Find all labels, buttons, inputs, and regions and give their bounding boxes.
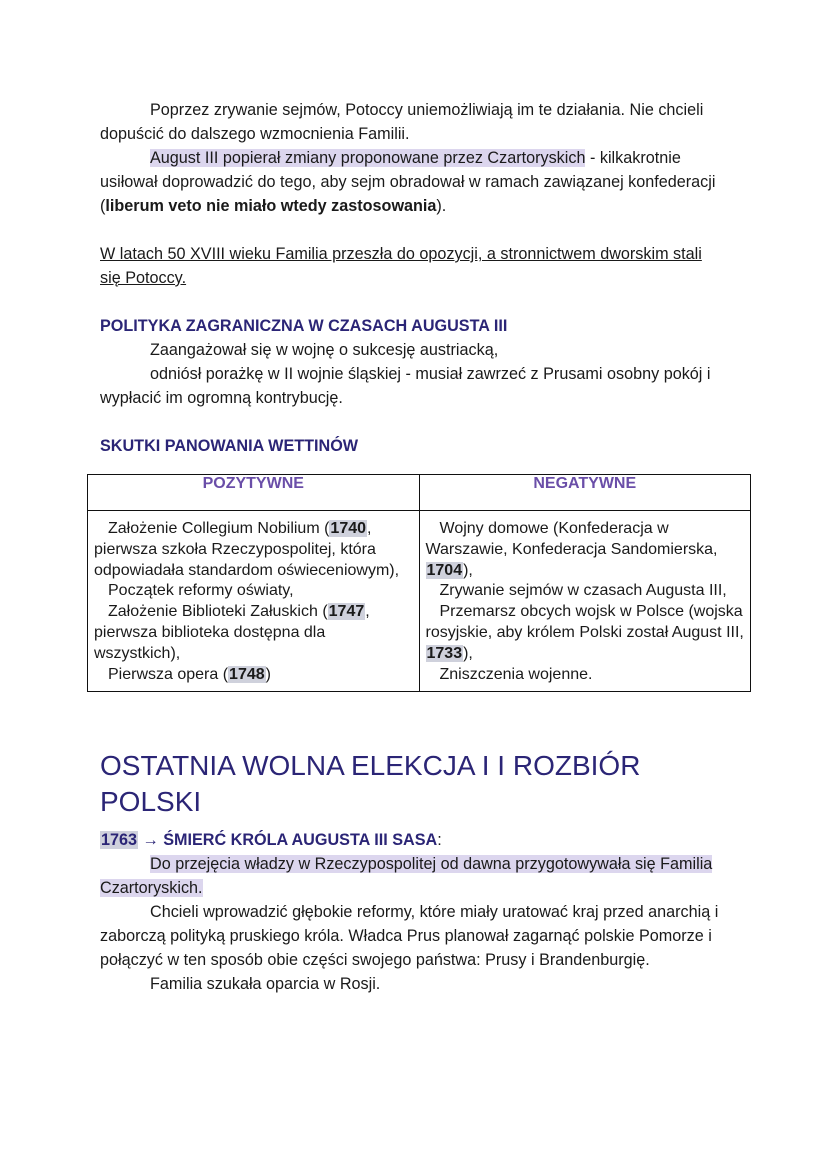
year-badge: 1763: [101, 831, 138, 850]
negative-cell: [419, 511, 751, 692]
positive-cell: [88, 511, 420, 692]
highlighted-text: Do przejęcia władzy w Rzeczypospolitej od dawna przygotowywała się Familia Czartoryskich.: [100, 855, 713, 898]
section-title-last-election: OSTATNIA WOLNA ELEKCJA I I ROZBIÓR POLSKI: [100, 750, 641, 818]
section2-paragraph-1: [100, 852, 725, 900]
section-heading-effects: SKUTKI PANOWANIA WETTINÓW: [100, 437, 359, 455]
negative-item: Przemarsz obcych wojsk w Polsce (wojska rosyjskie, aby królem Polski został August III, 1733),: [425, 603, 744, 662]
positive-item: Założenie Biblioteki Załuskich (1747, pierwsza biblioteka dostępna dla wszystkich),: [94, 603, 370, 662]
document-content: [94, 98, 744, 996]
year-badge: 1747: [328, 603, 365, 621]
column-header-positive: POZYTYWNE: [88, 475, 420, 511]
underlined-paragraph: W latach 50 XVIII wieku Familia przeszła do opozycji, a stronnictwem dworskim stali się Potoccy.: [100, 245, 702, 287]
section-heading-foreign-policy: POLITYKA ZAGRANICZNA W CZASACH AUGUSTA III: [100, 317, 508, 335]
foreign-line-1: Zaangażował się w wojnę o sukcesję austriacką,: [150, 341, 499, 359]
negative-item: Wojny domowe (Konfederacja w Warszawie, Konfederacja Sandomierska, 1704),: [425, 520, 718, 579]
year-badge: 1748: [229, 665, 265, 683]
year-badge: 1733: [426, 644, 463, 662]
highlighted-text: August III popierał zmiany proponowane przez Czartoryskich: [150, 149, 586, 167]
positive-item: Początek reformy oświaty,: [108, 582, 294, 600]
foreign-line-2: odniósł porażkę w II wojnie śląskiej - musiał zawrzeć z Prusami osobny pokój i wypłacić im ogromną kontrybucję.: [100, 365, 711, 407]
year-badge: 1704: [426, 561, 463, 579]
intro-paragraph-1: Poprzez zrywanie sejmów, Potoccy uniemożliwiają im te działania. Nie chcieli dopuścić do dalszego wzmocnienia Familii.: [100, 101, 704, 143]
section2-paragraph-2: Chcieli wprowadzić głębokie reformy, które miały uratować kraj przed anarchią i zaborczą polityką pruskiego króla. Władca Prus planował zagarnąć polskie Pomorze i połączyć w ten sposób obie części swojego państwa: Prusy i Brandenburgię.: [100, 903, 719, 970]
negative-item: Zrywanie sejmów w czasach Augusta III,: [439, 582, 727, 600]
bold-text: liberum veto nie miało wtedy zastosowania: [105, 197, 437, 215]
positive-item: Pierwsza opera (1748): [108, 665, 271, 683]
subheading-1763: 1763 → ŚMIERĆ KRÓLA AUGUSTA III SASA:: [101, 831, 442, 850]
intro-paragraph-2: August III popierał zmiany proponowane przez Czartoryskich - kilkakrotnie usiłował doprowadzić do tego, aby sejm obradował w ramach zawiązanej konfederacji (liberum veto nie miało wtedy zastosowania).: [100, 149, 716, 215]
column-header-negative: NEGATYWNE: [419, 475, 751, 511]
positive-item: Założenie Collegium Nobilium (1740, pierwsza szkoła Rzeczypospolitej, która odpowiadała standardom oświeceniowym),: [94, 520, 400, 579]
negative-item: Zniszczenia wojenne.: [439, 665, 593, 683]
year-badge: 1740: [330, 520, 367, 537]
section2-paragraph-3: Familia szukała oparcia w Rosji.: [150, 975, 381, 994]
effects-table: [87, 474, 751, 692]
